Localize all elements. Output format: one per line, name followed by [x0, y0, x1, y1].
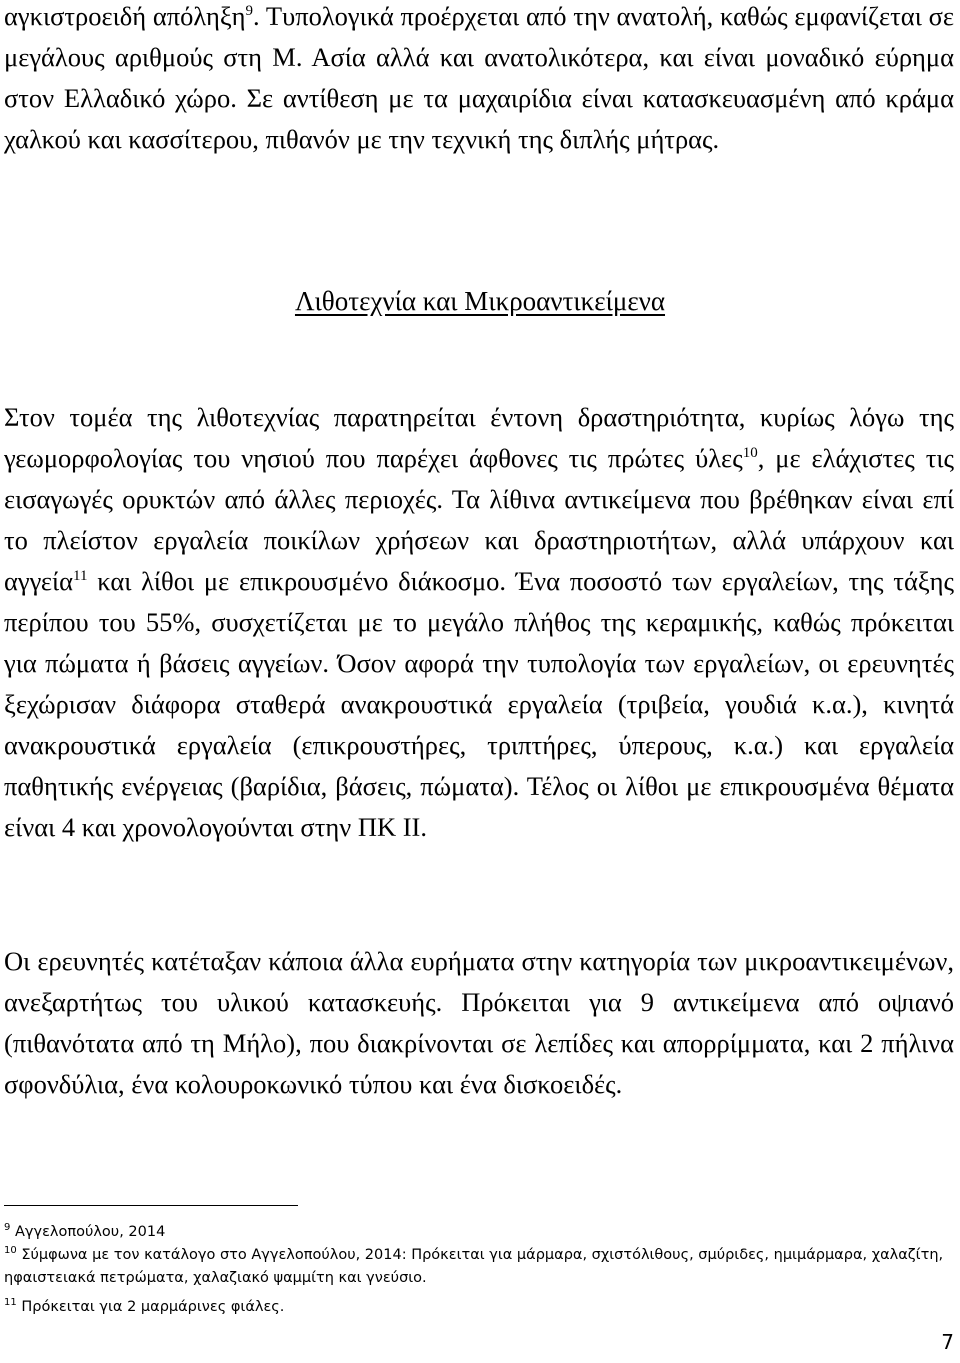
footnote-ref-10[interactable]: 10 — [742, 445, 758, 462]
footnote-text: Πρόκειται για 2 μαρμάρινες φιάλες. — [21, 1299, 285, 1315]
footnote-number: 9 — [4, 1222, 11, 1234]
footnote-ref-11[interactable]: 11 — [73, 568, 88, 585]
footnote-text: Σύμφωνα με τον κατάλογο στο Αγγελοπούλου, 2014: Πρόκειται για μάρμαρα, σχιστόλιθους, σμύριδες, ημιμάρμαρα, χαλαζίτη, ηφαιστειακά πετρώματα, χαλαζιακό ψαμμίτη και γνεύσιο. — [4, 1247, 944, 1286]
page-number: 7 — [941, 1330, 954, 1354]
footnote-9 — [4, 1221, 954, 1244]
paragraph-intro-text-1: αγκιστροειδή απόληξη — [4, 1, 246, 31]
paragraph-small-finds: Οι ερευνητές κατέταξαν κάποια άλλα ευρήματα στην κατηγορία των μικροαντικειμένων, ανεξαρτήτως του υλικού κατασκευής. Πρόκειται για 9 αντικείμενα από οψιανό (πιθανότατα από τη Μήλο), που διακρίνονται σε λεπίδες και απορρίμματα, και 2 πήλινα σφονδύλια, ένα κολουροκωνικό τύπου και ένα δισκοειδές. — [4, 946, 954, 1099]
footnote-text: Αγγελοπούλου, 2014 — [14, 1224, 166, 1240]
paragraph-lithic-text-1: Στον τομέα της λιθοτεχνίας παρατηρείται έντονη δραστηριότητα, κυρίως λόγω της γεωμορφολογίας του νησιού που παρέχει άφθονες τις πρώτες ύλες — [4, 402, 954, 473]
footnote-number: 10 — [4, 1245, 17, 1257]
paragraph-intro-text-2: . Τυπολογικά προέρχεται από την ανατολή, καθώς εμφανίζεται σε μεγάλους αριθμούς στη Μ. Ασία αλλά και ανατολικότερα, και είναι μοναδικό εύρημα στον Ελλαδικό χώρο. Σε αντίθεση με τα μαχαιρίδια είναι κατασκευασμένη από κράμα χαλκού και κασσίτερου, πιθανόν με την τεχνική της διπλής μήτρας. — [4, 1, 954, 154]
footnote-ref-9[interactable]: 9 — [245, 3, 253, 20]
paragraph-lithic-text-2: , με ελάχιστες τις εισαγωγές ορυκτών από άλλες περιοχές. Τα λίθινα αντικείμενα που βρέθηκαν είναι επί το πλείστον εργαλεία ποικίλων χρήσεων και δραστηριοτήτων, αλλά υπάρχουν και αγγεία — [4, 443, 954, 596]
paragraph-lithic — [4, 397, 954, 848]
footnote-separator — [4, 1205, 298, 1206]
footnote-number: 11 — [4, 1297, 17, 1309]
paragraph-lithic-text-3: και λίθοι με επικρουσμένο διάκοσμο. Ένα ποσοστό των εργαλείων, της τάξης περίπου του 55%, συσχετίζεται με το μεγάλο πλήθος της κεραμικής, καθώς πρόκειται για πώματα ή βάσεις αγγείων. Όσον αφορά την τυπολογία των εργαλείων, οι ερευνητές ξεχώρισαν διάφορα σταθερά ανακρουστικά εργαλεία (τριβεία, γουδιά κ.α.), κινητά ανακρουστικά εργαλεία (επικρουστήρες, τριπτήρες, ύπερους, κ.α.) και εργαλεία παθητικής ενέργειας (βαρίδια, βάσεις, πώματα). Τέλος οι λίθοι με επικρουσμένα θέματα είναι 4 και χρονολογούνται στην ΠΚ ΙΙ. — [4, 566, 954, 842]
paragraph-intro — [4, 0, 954, 160]
footnote-10 — [4, 1244, 954, 1290]
footnote-11 — [4, 1296, 954, 1319]
section-heading: Λιθοτεχνία και Μικροαντικείμενα — [294, 286, 666, 316]
